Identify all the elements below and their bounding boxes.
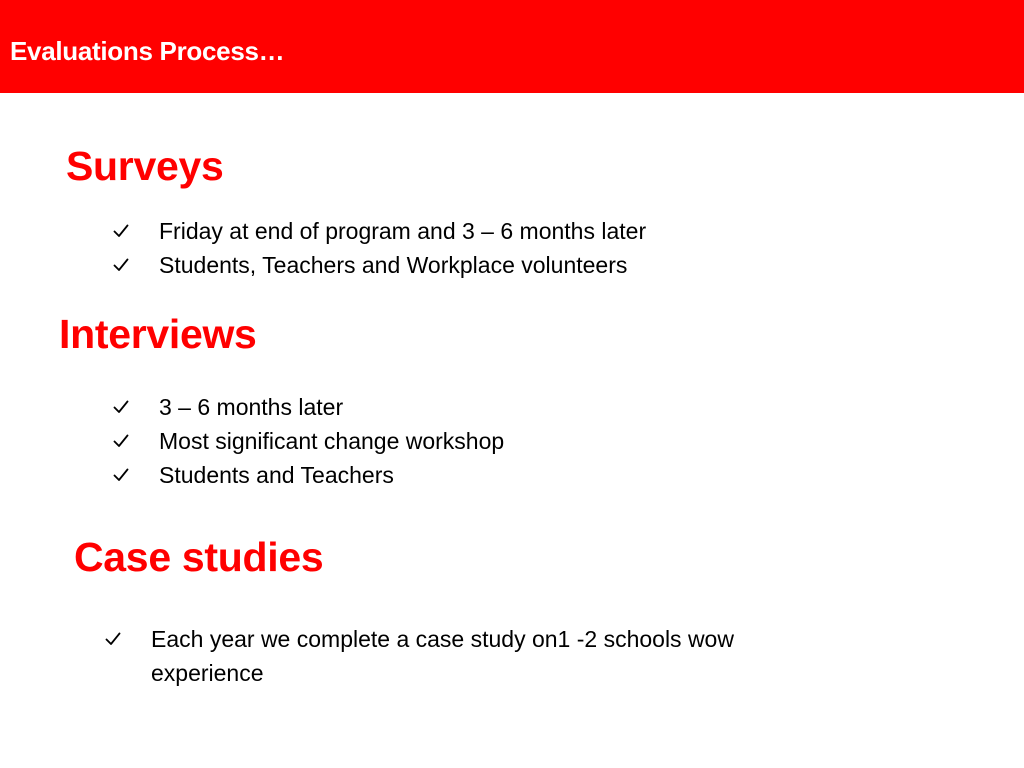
list-item-text: Each year we complete a case study on1 -2 schools wow experience [151, 626, 734, 686]
section-heading-case-studies: Case studies [74, 534, 324, 580]
check-icon [110, 458, 132, 492]
check-icon [110, 424, 132, 458]
section-heading-surveys: Surveys [66, 143, 224, 189]
interviews-list [110, 390, 504, 492]
list-item [110, 458, 504, 492]
check-icon [102, 622, 124, 656]
header-band [0, 0, 1024, 93]
list-item-text: Most significant change workshop [159, 428, 505, 454]
list-item-text: 3 – 6 months later [159, 394, 344, 420]
list-item-text: Students, Teachers and Workplace volunteers [159, 252, 628, 278]
list-item-text: Friday at end of program and 3 – 6 months later [159, 218, 647, 244]
check-icon [110, 390, 132, 424]
list-item-text: Students and Teachers [159, 462, 394, 488]
slide-title: Evaluations Process… [10, 36, 285, 66]
check-icon [110, 248, 132, 282]
section-heading-interviews: Interviews [59, 311, 257, 357]
list-item [110, 424, 504, 458]
check-icon [110, 214, 132, 248]
list-item [110, 214, 646, 248]
list-item [110, 390, 504, 424]
list-item [110, 248, 646, 282]
case-studies-list [102, 622, 831, 690]
surveys-list [110, 214, 646, 282]
list-item [102, 622, 831, 690]
